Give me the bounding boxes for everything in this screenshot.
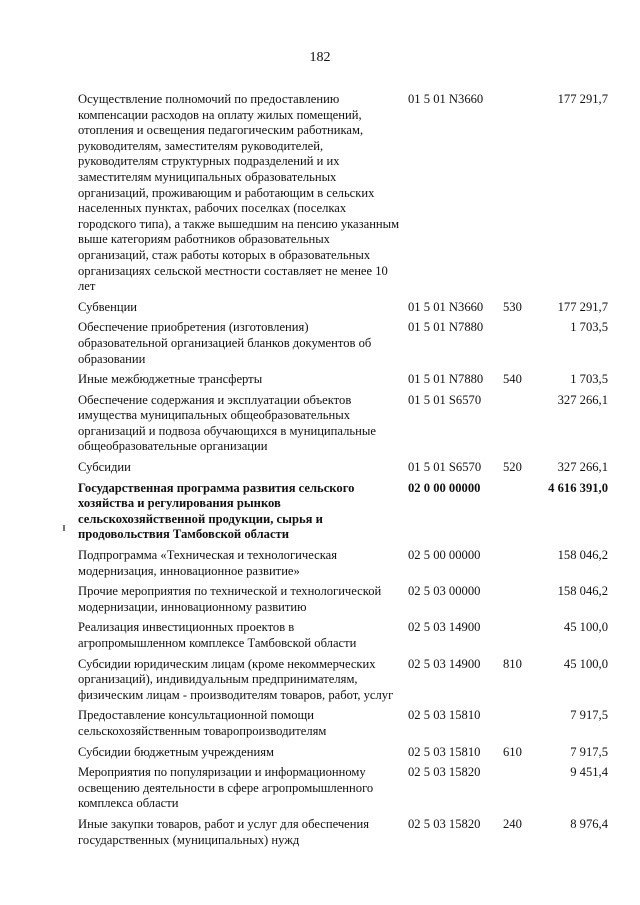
row-name: Реализация инвестиционных проектов в агропромышленном комплексе Тамбовской области (78, 620, 357, 650)
row-expense-type: 520 (503, 460, 522, 475)
row-amount: 4 616 391,0 (548, 480, 608, 495)
row-expense-type: 540 (503, 372, 522, 387)
row-amount: 158 046,2 (557, 548, 608, 563)
row-name: Иные закупки товаров, работ и услуг для обеспечения государственных (муниципальных) нужд (78, 816, 370, 847)
page-number: 182 (309, 50, 331, 65)
row-expense-type: 610 (503, 744, 522, 759)
row-expense-type: 240 (503, 816, 522, 831)
budget-row (78, 817, 608, 848)
row-name: Субсидии юридическим лицам (кроме некоммерческих организаций), индивидуальным предпринимателям, физическим лицам - производителям товаров, работ, услуг (78, 656, 394, 702)
row-name: Иные межбюджетные трансферты (78, 372, 263, 387)
row-amount: 8 976,4 (570, 816, 608, 831)
row-amount: 177 291,7 (557, 92, 608, 106)
row-code: 02 0 00 00000 (408, 480, 481, 495)
row-code: 01 5 01 N7880 (408, 372, 484, 387)
row-code: 02 5 03 15810 (408, 744, 481, 759)
row-name: Субсидии бюджетным учреждениям (78, 744, 274, 759)
row-code: 02 5 03 15820 (408, 765, 481, 780)
row-name: Мероприятия по популяризации и информационному освещению деятельности в сфере агропромышленного комплекса области (78, 765, 374, 811)
row-code: 02 5 03 00000 (408, 584, 481, 599)
row-code: 01 5 01 S6570 (408, 392, 482, 407)
row-amount: 177 291,7 (557, 299, 608, 314)
row-amount: 9 451,4 (570, 765, 608, 780)
row-amount: 7 917,5 (570, 744, 608, 759)
row-code: 02 5 03 15820 (408, 816, 481, 831)
budget-row (78, 300, 608, 316)
row-name: Подпрограмма «Техническая и технологическая модернизация, инновационное развитие» (78, 548, 338, 578)
row-code: 02 5 00 00000 (408, 548, 481, 563)
row-amount: 1 703,5 (570, 372, 608, 387)
row-name: Осуществление полномочий по предоставлению компенсации расходов на оплату жилых помещений, отопления и освещения педагогическим работникам, руководителям, заместителям руководителей, руководителям структурных подразделений и их заместителям муниципальных образовательных организаций, проживающим и работающим в сельских населенных пунктах, рабочих поселках (поселках городского типа), а также вышедшим на пенсию указанным выше категориям работников образовательных организаций, стаж работы которых в образовательных организациях сельской местности составляет не менее 10 лет (78, 92, 400, 294)
row-amount: 7 917,5 (570, 708, 608, 723)
budget-row (78, 320, 608, 367)
row-name: Обеспечение содержания и эксплуатации объектов имущества муниципальных общеобразовательных организаций и подвоза обучающихся в муниципальные общеобразовательные организации (78, 392, 376, 454)
row-name: Субсидии (78, 460, 131, 475)
row-name: Прочие мероприятия по технической и технологической модернизации, инновационному развитию (78, 584, 382, 614)
row-amount: 327 266,1 (557, 392, 608, 407)
row-code: 02 5 03 14900 (408, 656, 481, 671)
budget-row (78, 460, 608, 476)
row-expense-type: 530 (503, 299, 522, 314)
budget-row (78, 92, 608, 295)
budget-row (78, 393, 608, 455)
program-row (78, 481, 608, 543)
row-amount: 158 046,2 (557, 584, 608, 599)
row-name: Государственная программа развития сельского хозяйства и регулирования рынков сельскохозяйственной продукции, сырья и продовольствия Тамбовской области (78, 480, 355, 542)
budget-row (78, 657, 608, 704)
row-amount: 45 100,0 (563, 656, 608, 671)
budget-row (78, 620, 608, 651)
row-name: Предоставление консультационной помощи сельскохозяйственным товаропроизводителям (78, 708, 327, 738)
row-expense-type: 810 (503, 656, 522, 671)
budget-row (78, 765, 608, 812)
budget-row (78, 745, 608, 761)
margin-mark (63, 525, 65, 531)
row-code: 01 5 01 N7880 (408, 320, 484, 335)
budget-table (78, 92, 608, 853)
budget-row (78, 548, 608, 579)
row-code: 01 5 01 S6570 (408, 460, 482, 475)
budget-row (78, 584, 608, 615)
row-code: 02 5 03 15810 (408, 708, 481, 723)
row-code: 01 5 01 N3660 (408, 92, 484, 106)
row-amount: 1 703,5 (570, 320, 608, 335)
row-amount: 45 100,0 (563, 620, 608, 635)
row-name: Обеспечение приобретения (изготовления) образовательной организацией бланков документов об образовании (78, 320, 372, 366)
row-name: Субвенции (78, 299, 138, 314)
row-amount: 327 266,1 (557, 460, 608, 475)
budget-row (78, 708, 608, 739)
row-code: 01 5 01 N3660 (408, 299, 484, 314)
budget-row (78, 372, 608, 388)
row-code: 02 5 03 14900 (408, 620, 481, 635)
